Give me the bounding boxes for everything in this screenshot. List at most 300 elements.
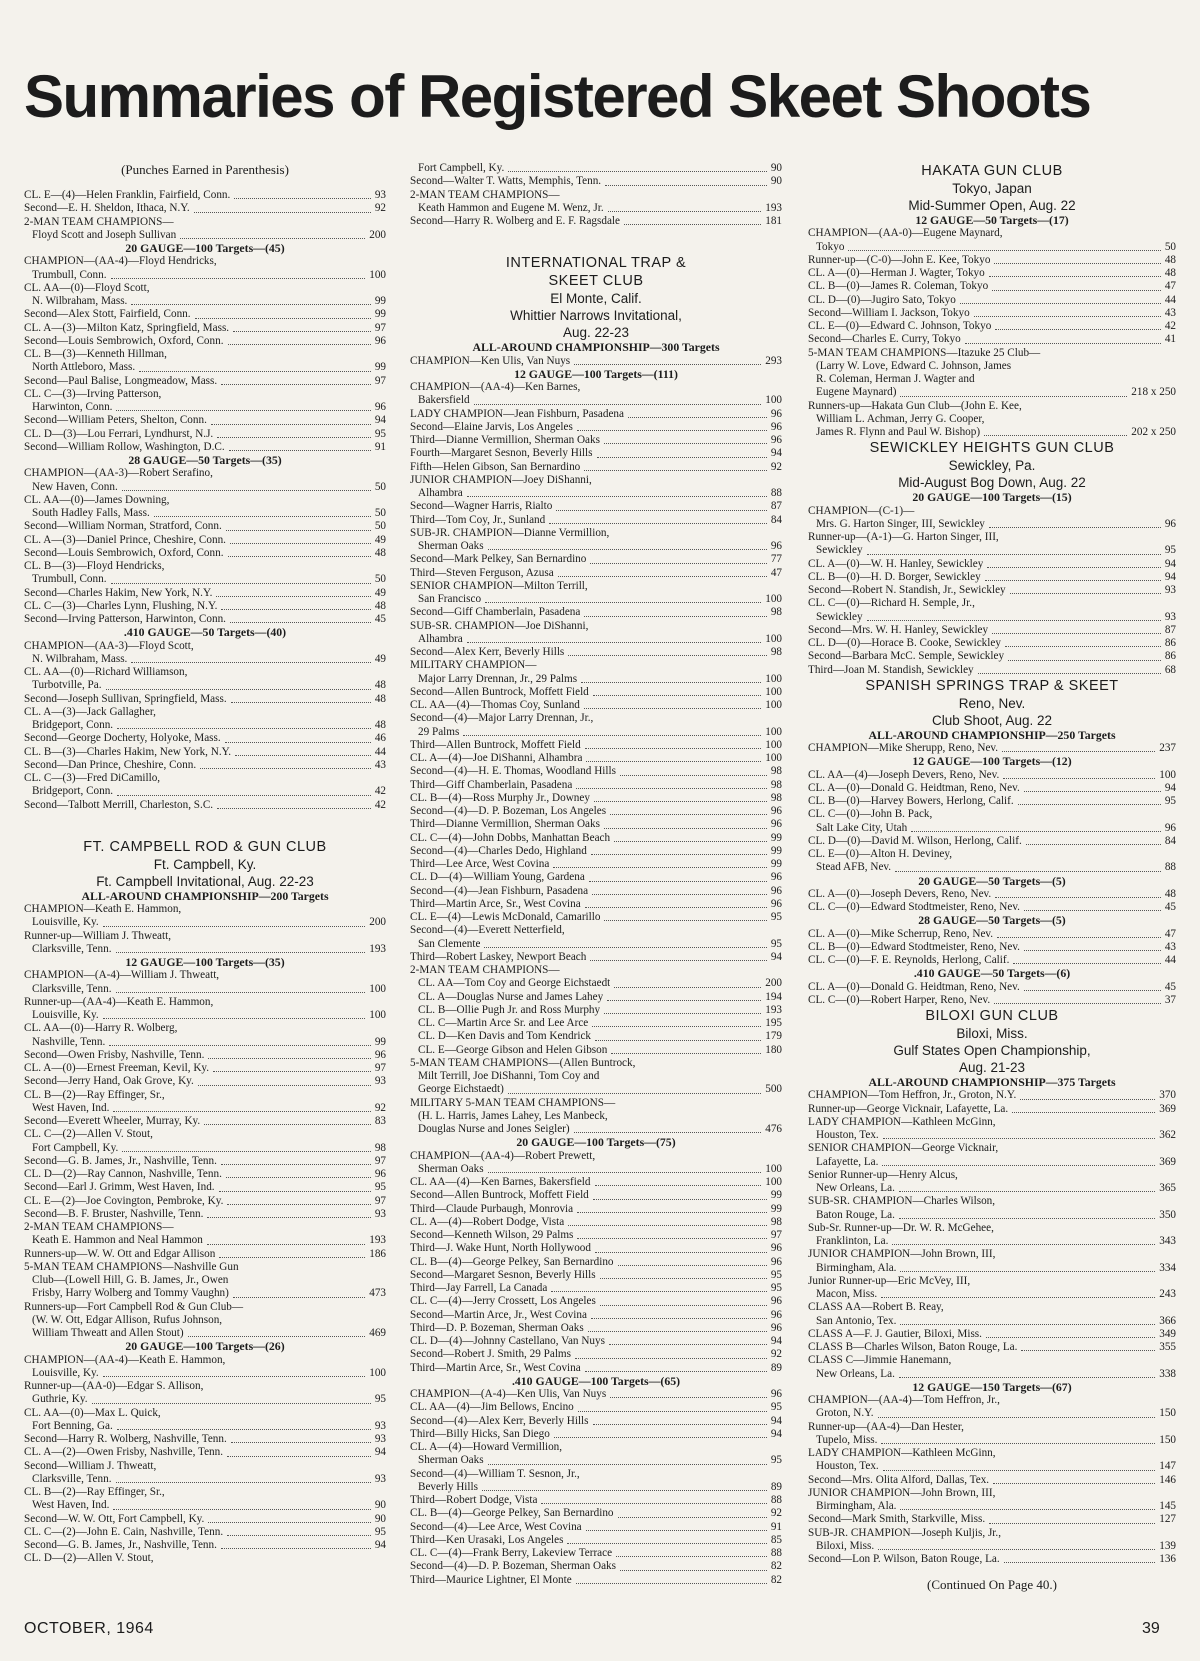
score: 94	[770, 950, 782, 963]
leader-dots	[608, 211, 762, 212]
leader-dots	[198, 1085, 371, 1086]
score: 96	[374, 1048, 386, 1061]
leader-dots	[219, 1191, 371, 1192]
section-heading: 12 GAUGE—150 Targets—(67)	[912, 1379, 1072, 1394]
result-line	[410, 1123, 782, 1136]
result-text: CLASS C—Jimmie Hanemann,	[808, 1354, 952, 1367]
score: 243	[1159, 1288, 1176, 1300]
score: 50	[374, 480, 386, 493]
score: 91	[770, 1520, 782, 1533]
result-text: Salt Lake City, Utah	[816, 821, 908, 834]
leader-dots	[590, 563, 766, 564]
result-line	[24, 1380, 386, 1393]
result-line	[24, 1009, 386, 1022]
result-text: CHAMPION—Ken Ulis, Van Nuys	[410, 354, 571, 367]
leader-dots	[226, 530, 371, 531]
result-line	[24, 1115, 386, 1128]
result-text: Third—Martin Arce, Sr., West Covina	[410, 897, 581, 910]
score: 43	[1164, 940, 1176, 953]
leader-dots	[590, 960, 766, 961]
leader-dots	[881, 1297, 1155, 1298]
result-line	[24, 1499, 386, 1512]
result-text: Second—George Docherty, Holyoke, Mass.	[24, 732, 221, 745]
result-text: Alhambra	[418, 487, 463, 499]
result-text: Second—(4)—H. E. Thomas, Woodland Hills	[410, 765, 616, 778]
score: 200	[369, 916, 386, 929]
result-text: Club—(Lowell Hill, G. B. James, Jr., Owen	[32, 1274, 229, 1286]
result-line	[410, 1521, 782, 1534]
result-text: Second—Charles Hakim, New York, N.Y.	[24, 586, 213, 599]
score: 49	[374, 533, 386, 546]
leader-dots	[233, 1297, 365, 1298]
result-line	[410, 885, 782, 898]
result-line	[24, 441, 386, 454]
result-line	[24, 653, 386, 666]
result-line	[808, 1089, 1176, 1102]
result-line	[410, 739, 782, 752]
result-line	[808, 597, 1176, 610]
score: 95	[770, 911, 782, 923]
result-line	[24, 255, 386, 268]
leader-dots	[474, 404, 762, 405]
result-line	[808, 835, 1176, 848]
leader-dots	[229, 450, 371, 451]
score: 96	[770, 805, 782, 817]
score: 365	[1159, 1182, 1176, 1194]
event-name: Mid-August Bog Down, Aug. 22	[898, 475, 1086, 491]
leader-dots	[581, 682, 761, 683]
score: 48	[374, 692, 386, 705]
result-line	[410, 394, 782, 407]
leader-dots	[883, 1138, 1156, 1139]
result-text: CL. A—(3)—Daniel Prince, Cheshire, Conn.	[24, 533, 226, 546]
leader-dots	[586, 1530, 767, 1531]
result-text: CL. C—(4)—John Dobbs, Manhattan Beach	[410, 831, 611, 844]
leader-dots	[188, 1336, 366, 1337]
score: 100	[369, 268, 386, 281]
result-text: Macon, Miss.	[816, 1288, 878, 1300]
score: 100	[369, 1366, 386, 1379]
leader-dots	[208, 1058, 370, 1059]
result-text: CL. AA—(4)—Jim Bellows, Encino	[410, 1401, 574, 1414]
score: 338	[1159, 1367, 1176, 1380]
result-text: Third—Ken Urasaki, Los Angeles	[410, 1533, 564, 1546]
leader-dots	[219, 1257, 365, 1258]
result-text: (W. W. Ott, Edgar Allison, Rufus Johnson,	[32, 1313, 223, 1326]
result-text: Second—Allen Buntrock, Moffett Field	[410, 1189, 589, 1202]
result-text: CLASS AA—Robert B. Reay,	[808, 1301, 944, 1314]
leader-dots	[556, 510, 766, 511]
leader-dots	[1024, 791, 1161, 792]
result-text: New Orleans, La.	[816, 1182, 895, 1194]
result-text: Second—William Norman, Stratford, Conn.	[24, 520, 222, 533]
score: 99	[374, 308, 386, 321]
result-text: Second—(4)—Major Larry Drennan, Jr.,	[410, 712, 594, 725]
result-text: CL. E—(4)—Helen Franklin, Fairfield, Conn.	[24, 189, 231, 201]
result-line	[24, 573, 386, 586]
score: 42	[374, 785, 386, 798]
result-text: JUNIOR CHAMPION—John Brown, III,	[808, 1486, 996, 1499]
result-line	[24, 1208, 386, 1221]
score: 48	[374, 546, 386, 559]
result-text: Third—Robert Dodge, Vista	[410, 1494, 538, 1506]
result-text: Clarksville, Tenn.	[32, 942, 112, 955]
section-heading: 20 GAUGE—50 Targets—(5)	[918, 873, 1066, 888]
leader-dots	[584, 616, 766, 617]
result-text: CHAMPION—(AA-4)—Keath E. Hammon,	[24, 1353, 226, 1366]
result-text: CL. B—(2)—Ray Effinger, Sr.,	[24, 1088, 165, 1101]
result-text: CL. B—(3)—Charles Hakim, New York, N.Y.	[24, 745, 232, 758]
result-line	[410, 1309, 782, 1322]
result-line	[808, 664, 1176, 677]
score: 49	[374, 586, 386, 599]
leader-dots	[211, 424, 371, 425]
leader-dots	[628, 417, 767, 418]
result-text: CL. B—(2)—Ray Effinger, Sr.,	[24, 1486, 165, 1498]
result-text: JUNIOR CHAMPION—John Brown, III,	[808, 1248, 996, 1261]
result-line	[410, 977, 782, 990]
leader-dots	[482, 1490, 767, 1491]
leader-dots	[194, 212, 371, 213]
result-line	[410, 1547, 782, 1560]
result-line	[410, 1335, 782, 1348]
score: 48	[374, 599, 386, 612]
result-text: SUB-SR. CHAMPION—Charles Wilson,	[808, 1195, 996, 1208]
result-line	[808, 1407, 1176, 1420]
section-heading: ALL-AROUND CHAMPIONSHIP—250 Targets	[868, 727, 1116, 742]
score: 41	[1164, 333, 1176, 346]
result-text: Second—Lon P. Wilson, Baton Rouge, La.	[808, 1553, 1000, 1565]
result-line	[24, 1221, 386, 1234]
score: 96	[770, 1321, 782, 1334]
score: 99	[770, 831, 782, 844]
result-text: SUB-JR. CHAMPION—Dianne Vermillion,	[410, 526, 610, 539]
result-line	[808, 1487, 1176, 1500]
club-name: SPANISH SPRINGS TRAP & SKEET	[865, 677, 1119, 694]
score: 100	[369, 982, 386, 995]
result-line	[410, 434, 782, 447]
result-line	[808, 611, 1176, 624]
score: 94	[374, 1446, 386, 1459]
leader-dots	[604, 1013, 761, 1014]
result-line	[24, 613, 386, 626]
leader-dots	[1021, 1350, 1155, 1351]
result-line	[808, 1262, 1176, 1275]
leader-dots	[488, 1172, 762, 1173]
result-line	[410, 1057, 782, 1070]
leader-dots	[488, 549, 767, 550]
result-text: San Francisco	[418, 593, 482, 605]
result-text: Franklinton, La.	[816, 1235, 889, 1247]
result-line	[808, 1394, 1176, 1407]
result-text: CLASS A—F. J. Gautier, Biloxi, Miss.	[808, 1327, 982, 1340]
result-line	[24, 1407, 386, 1420]
result-text: CL. B—(0)—Harvey Bowers, Herlong, Calif.	[808, 795, 1014, 807]
result-line	[24, 679, 386, 692]
result-line	[410, 487, 782, 500]
result-text: Third—Dianne Vermillion, Sherman Oaks	[410, 818, 600, 831]
result-text: Louisville, Ky.	[32, 1366, 99, 1379]
leader-dots	[577, 1238, 766, 1239]
leader-dots	[1026, 844, 1161, 845]
leader-dots	[594, 801, 767, 802]
result-line	[808, 426, 1176, 439]
result-line	[808, 848, 1176, 861]
result-text: Second—B. F. Bruster, Nashville, Tenn.	[24, 1207, 204, 1220]
result-text: CHAMPION—(AA-4)—Floyd Hendricks,	[24, 255, 217, 268]
result-line	[808, 347, 1176, 360]
result-text: CL. A—Douglas Nurse and James Lahey	[418, 990, 604, 1003]
result-line	[24, 428, 386, 441]
score: 93	[1164, 584, 1176, 596]
score: 100	[765, 672, 782, 685]
score: 45	[374, 613, 386, 625]
event-name: Ft. Campbell Invitational, Aug. 22-23	[96, 873, 314, 889]
score: 96	[770, 818, 782, 831]
result-line	[24, 534, 386, 547]
score: 96	[770, 871, 782, 884]
result-text: Second—Harry R. Wolberg, Nashville, Tenn.	[24, 1433, 227, 1445]
result-line	[410, 1070, 782, 1083]
score: 95	[770, 1401, 782, 1414]
score: 44	[1164, 954, 1176, 966]
result-line	[410, 189, 782, 202]
leader-dots	[116, 1482, 371, 1483]
result-line	[24, 216, 386, 229]
result-line	[808, 1315, 1176, 1328]
result-line	[808, 861, 1176, 874]
result-line	[808, 808, 1176, 821]
result-text: Second—Kenneth Wilson, 29 Palms	[410, 1229, 574, 1241]
result-line	[410, 938, 782, 951]
event-name: Whittier Narrows Invitational,	[510, 308, 682, 324]
leader-dots	[604, 828, 767, 829]
result-text: Runner-up—(AA-4)—Keath E. Hammon,	[24, 995, 214, 1008]
column-2	[410, 162, 782, 1602]
section-heading: .410 GAUGE—100 Targets—(65)	[511, 1373, 681, 1388]
result-text: Keath E. Hammon and Neal Hammon	[32, 1234, 203, 1247]
spacer	[24, 812, 386, 838]
result-line	[24, 1539, 386, 1552]
result-text: LADY CHAMPION—Kathleen McGinn,	[808, 1447, 996, 1459]
result-line	[410, 1454, 782, 1467]
result-text: Keath Hammon and Eugene M. Wenz, Jr.	[418, 201, 604, 214]
score: 89	[770, 1361, 782, 1374]
result-text: CL. C—Martin Arce Sr. and Lee Arce	[418, 1017, 589, 1029]
club-name: SKEET CLUB	[548, 273, 644, 290]
score: 95	[770, 1454, 782, 1467]
score: 82	[770, 1560, 782, 1573]
result-line	[24, 746, 386, 759]
club-name: INTERNATIONAL TRAP &	[505, 255, 687, 272]
score: 83	[374, 1115, 386, 1127]
result-line	[410, 620, 782, 633]
score: 99	[770, 858, 782, 870]
result-text: 29 Palms	[418, 725, 460, 738]
spacer	[24, 178, 386, 189]
score: 95	[1164, 544, 1176, 557]
result-text: Second—Alex Kerr, Beverly Hills	[410, 646, 565, 658]
leader-dots	[217, 808, 371, 809]
leader-dots	[584, 470, 767, 471]
score: 95	[1164, 795, 1176, 807]
result-line	[808, 1434, 1176, 1447]
leader-dots	[585, 1371, 767, 1372]
leader-dots	[882, 1165, 1155, 1166]
leader-dots	[1005, 646, 1161, 647]
result-line	[410, 991, 782, 1004]
leader-dots	[965, 343, 1161, 344]
leader-dots	[989, 527, 1161, 528]
leader-dots	[574, 364, 761, 365]
result-text: 5-MAN TEAM CHAMPIONS—(Allen Buntrock,	[410, 1056, 636, 1069]
score: 180	[765, 1043, 782, 1056]
score: 88	[770, 1547, 782, 1559]
leader-dots	[607, 1000, 761, 1001]
score: 48	[374, 679, 386, 692]
score: 84	[770, 513, 782, 526]
result-line	[24, 785, 386, 798]
leader-dots	[593, 1424, 767, 1425]
result-text: Third—Martin Arce, Sr., West Covina	[410, 1361, 581, 1374]
score: 68	[1164, 663, 1176, 676]
score: 98	[770, 791, 782, 804]
result-text: Second—Alex Stott, Fairfield, Conn.	[24, 308, 191, 321]
leader-dots	[227, 1204, 370, 1205]
score: 96	[374, 334, 386, 347]
result-text: Second—Elaine Jarvis, Los Angeles	[410, 420, 573, 433]
result-line	[410, 832, 782, 845]
score: 186	[369, 1247, 386, 1260]
result-text: CL. B—(3)—Floyd Hendricks,	[24, 560, 165, 572]
result-line	[808, 1460, 1176, 1473]
result-line	[808, 994, 1176, 1007]
result-text: CL. E—(0)—Edward C. Johnson, Tokyo	[808, 320, 992, 332]
score: 93	[1164, 610, 1176, 623]
leader-dots	[994, 263, 1160, 264]
result-line	[24, 1473, 386, 1486]
score: 100	[1159, 768, 1176, 781]
score: 97	[374, 1154, 386, 1167]
result-text: CL. A—(4)—Robert Dodge, Vista	[410, 1215, 565, 1228]
leader-dots	[508, 171, 767, 172]
leader-dots	[578, 1411, 767, 1412]
result-line	[410, 646, 782, 659]
result-line	[410, 1494, 782, 1507]
club-location: El Monte, Calif.	[550, 291, 642, 307]
score: 96	[770, 420, 782, 433]
result-text: CHAMPION—(AA-0)—Eugene Maynard,	[808, 227, 1003, 240]
score: 92	[770, 460, 782, 473]
score: 99	[770, 1189, 782, 1202]
result-line	[24, 481, 386, 494]
score: 96	[1164, 821, 1176, 834]
result-text: William Thweatt and Allen Stout)	[32, 1327, 184, 1339]
leader-dots	[585, 907, 767, 908]
result-line	[808, 413, 1176, 426]
result-text: CL. A—(0)—Mike Scherrup, Reno, Nev.	[808, 927, 994, 940]
result-text: Second—William J. Thweatt,	[24, 1459, 157, 1472]
score: 89	[770, 1480, 782, 1493]
score: 476	[765, 1123, 782, 1135]
result-text: (H. L. Harris, James Lahey, Les Manbeck,	[418, 1109, 608, 1122]
result-text: CHAMPION—(AA-4)—Tom Heffron, Jr.,	[808, 1394, 1000, 1406]
leader-dots	[221, 384, 371, 385]
result-text: New Haven, Conn.	[32, 480, 118, 493]
leader-dots	[867, 554, 1161, 555]
result-text: CHAMPION—(AA-4)—Robert Prewett,	[410, 1149, 596, 1162]
result-text: Senior Runner-up—Henry Alcus,	[808, 1168, 958, 1181]
leader-dots	[225, 742, 371, 743]
result-text: Trumbull, Conn.	[32, 573, 107, 586]
leader-dots	[989, 1523, 1155, 1524]
result-text: Second—Mark Pelkey, San Bernardino	[410, 553, 587, 566]
leader-dots	[600, 1278, 767, 1279]
result-text: Sherman Oaks	[418, 540, 484, 552]
result-text: Third—Billy Hicks, San Diego	[410, 1427, 550, 1440]
leader-dots	[1024, 910, 1161, 911]
result-line	[808, 505, 1176, 518]
result-line	[808, 558, 1176, 571]
result-text: CL. E—George Gibson and Helen Gibson	[418, 1043, 608, 1056]
result-line	[808, 1553, 1176, 1566]
result-text: Bridgeport, Conn.	[32, 719, 114, 731]
score: 91	[374, 440, 386, 453]
result-line	[24, 560, 386, 573]
leader-dots	[567, 1543, 766, 1544]
note: (Continued On Page 40.)	[927, 1577, 1057, 1593]
result-line	[808, 294, 1176, 307]
score: 93	[374, 1472, 386, 1485]
result-text: Second—Charles E. Curry, Tokyo	[808, 333, 961, 346]
result-line	[808, 280, 1176, 293]
leader-dots	[614, 841, 767, 842]
result-line	[24, 1128, 386, 1141]
score: 366	[1159, 1314, 1176, 1327]
leader-dots	[960, 303, 1161, 304]
result-text: Second—(4)—D. P. Bozeman, Sherman Oaks	[410, 1560, 617, 1573]
score: 46	[374, 732, 386, 745]
result-line	[808, 1169, 1176, 1182]
result-text: Louisville, Ky.	[32, 916, 99, 929]
result-line	[808, 571, 1176, 584]
leader-dots	[467, 496, 767, 497]
leader-dots	[221, 609, 370, 610]
result-text: Second—E. H. Sheldon, Ithaca, N.Y.	[24, 202, 190, 215]
score: 202 x 250	[1131, 426, 1176, 438]
result-text: William L. Achman, Jerry G. Cooper,	[816, 412, 985, 425]
result-text: Second—Joseph Sullivan, Springfield, Mass.	[24, 692, 227, 705]
result-text: Third—Giff Chamberlain, Pasadena	[410, 778, 573, 791]
result-line	[410, 845, 782, 858]
score: 44	[374, 745, 386, 758]
club-location: Biloxi, Miss.	[956, 1026, 1028, 1041]
result-line	[808, 822, 1176, 835]
result-line	[24, 719, 386, 732]
result-line	[24, 375, 386, 388]
score: 94	[770, 1335, 782, 1347]
leader-dots	[116, 992, 366, 993]
leader-dots	[878, 1549, 1155, 1550]
leader-dots	[1004, 1562, 1156, 1563]
score: 95	[770, 1268, 782, 1281]
result-text: CL. C—(2)—John E. Cain, Nashville, Tenn.	[24, 1525, 224, 1538]
result-text: CL. D—(0)—Jugiro Sato, Tokyo	[808, 293, 956, 306]
result-text: Fort Campbell, Ky.	[418, 162, 505, 174]
leader-dots	[611, 1053, 761, 1054]
result-text: Third—Tom Coy, Jr., Sunland	[410, 513, 546, 526]
result-line	[410, 673, 782, 686]
